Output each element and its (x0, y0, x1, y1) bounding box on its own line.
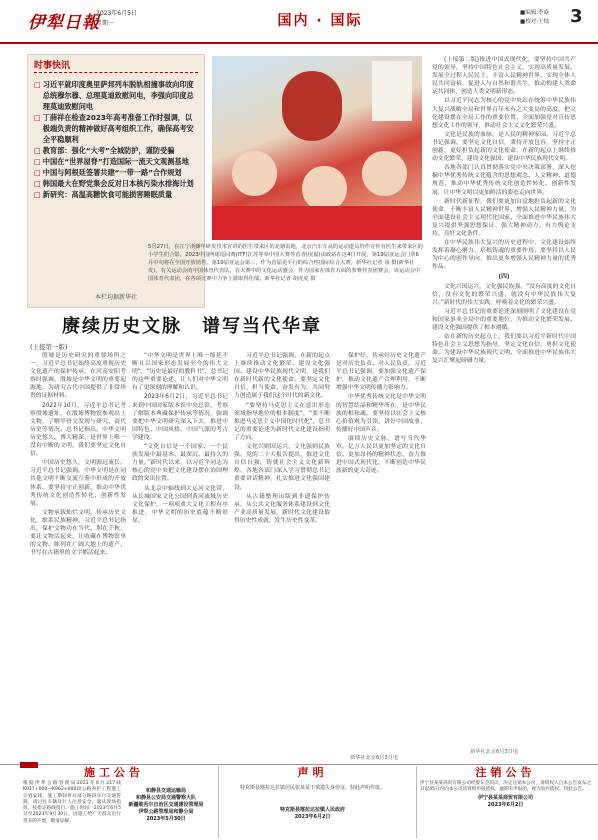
bullet-icon: □ (34, 157, 41, 166)
news-brief-item[interactable] (34, 79, 198, 112)
article-paragraph: 在中华民族伟大复兴的历史进程中，文化建设始终发挥着凝心聚力、培根铸魂的重要作用。要坚持以人民为中心的创作导向，推出更多增强人民精神力量的优秀作品。 (432, 240, 576, 271)
article-paragraph: 以习近平同志为核心的党中央站在统筹中华民族伟大复兴战略全局和世界百年未有之大变局的高度，把文化建设摆在全局工作的重要位置，全面加强党对宣传思想文化工作的领导，推动社会主义文化繁荣兴盛。 (432, 98, 576, 129)
right-article-column (432, 56, 576, 756)
article-column-2 (132, 352, 228, 752)
news-brief-text: 中国在“世界屋脊”打造国际一流天文观测基地 (42, 157, 189, 166)
bullet-icon: □ (34, 113, 41, 122)
photo-child-figure (232, 151, 277, 196)
construction-notice-title: 施工公告 (84, 766, 144, 779)
news-brief-item[interactable] (34, 167, 198, 178)
photo-child-figure (362, 151, 407, 196)
deregistration-notice-signatory: 伊宁县某某商贸有限公司 (477, 794, 533, 801)
bullet-icon: □ (34, 80, 41, 89)
article-paragraph: “要坚持马克思主义在意识形态领域指导地位的根本制度”，“要不断推进马克思主义中国化时代化”，总书记的重要论述为新时代文化建设指明了方向。 (234, 402, 330, 441)
notice-date: 2023年5月30日 (146, 816, 186, 822)
news-brief-text: 中国与阿根廷签署共建“一带一路”合作规划 (42, 168, 182, 177)
signatory-line: 伊犁公路管理局和静分局 (138, 809, 194, 815)
issue-date (96, 9, 137, 29)
article-paragraph: 2022年10月，习近平总书记考察殷墟遗址，在殷墟博物馆参观出土文物，了解甲骨文发现与研究、商代历史等情况。总书记指出，中华文明历史悠久、博大精深，是世界上唯一没有中断的文明，我们要坚定文化自信。 (30, 402, 126, 458)
news-brief-heading: 时事快讯 (34, 59, 198, 73)
article-paragraph: 中国历史悠久，文明源远流长。习近平总书记强调，中华文明是在同其他文明不断交流互鉴中形成的开放体系，要坚持守正创新，推动中华优秀传统文化创造性转化、创新性发展。 (30, 460, 126, 507)
statement-notice-signatory: 特克斯县喀拉达拉镇人民政府 (279, 807, 345, 813)
news-brief-item[interactable] (34, 156, 198, 167)
news-brief-list (28, 77, 204, 202)
bullet-icon: □ (34, 190, 41, 199)
news-brief-text: 习近平就印度奥里萨邦列车脱轨相撞事故向印度总统穆尔穆、总理莫迪致慰问电，李强向印度总理莫迪致慰问电 (42, 80, 194, 111)
article-paragraph: 各地各部门认真贯彻落实党中央决策部署，深入挖掘中华优秀传统文化蕴含的思想观念、人文精神、道德规范，推动中华优秀传统文化创造性转化、创新性发展，让中华文明以更加鲜活的姿态走向世界。 (432, 165, 576, 196)
article-paragraph: 殷墟是历史研究的重要场所之一，习近平总书记始终高度重视历史文化遗产的保护传承，在河南安阳考察时强调，殷墟是中华文明的重要起源地，为研究古代中国提供了非常珍贵的证据材料。 (30, 353, 126, 400)
photo-background-shape (372, 61, 412, 121)
article-paragraph: 习近平总书记的重要论述深刻阐明了文化建设在党和国家事业全局中的重要地位，为推动文化繁荣发展、建设文化强国提供了根本遵循。 (432, 308, 576, 331)
signatory-line: 和静县公安局交通警察大队 (135, 795, 196, 801)
section-number-heading: (四) (498, 274, 510, 281)
news-brief-item[interactable] (34, 145, 198, 156)
article-paragraph: 习近平总书记强调，在新的起点上继续推动文化繁荣、建设文化强国、建设中华民族现代文明，是我们在新时代新的文化使命。要坚定文化自信，担当使命、奋发有为，共同努力创造属于我们这个时代的新文化。 (234, 353, 330, 400)
article-paragraph: 文化是民族的血脉，是人民的精神家园。习近平总书记强调，要坚定文化自信，秉持开放包容，坚持守正创新，更好担负起新的文化使命，在新的起点上继续推动文化繁荣、建设文化强国、建设中华民族现代文明。 (432, 131, 576, 163)
news-photo[interactable] (212, 56, 422, 240)
deregistration-notice-body: 伊宁县某某商贸有限公司经股东会决议，决定注销本公司，请债权人自本公告发布之日起45日内向本公司清算组申报债权，逾期未申报的，视为放弃债权。特此公告。 (420, 781, 591, 793)
article-paragraph: 保护好、传承好历史文化遗产是对历史负责、对人民负责。习近平总书记强调，要加强文化遗产保护，推动文化遗产合理利用，不断增强中华文明传播力影响力。 (336, 353, 426, 392)
signatory-line: 新疆维吾尔自治区交通建设管理局 (128, 802, 204, 808)
proofreader-line: ■校对:王灿 (520, 19, 550, 25)
deregistration-notice-title: 注销公告 (475, 766, 536, 779)
article-continuation-note: (上接第一版) (30, 343, 68, 351)
issue-date-line2: 星期一 (96, 20, 115, 27)
construction-notice-body: 根据伊犁公路管理局2023年6月217线K917+000—K962+000段公路养护工程施工计划安排，施工期间将对部分路段实行交通管制，请过往车辆及行人注意安全，服从现场指挥，按指定路线绕行。施工时间：2023年6月5日至2023年9月30日。因施工给广大群众出行带来的不便，敬请谅解。 (23, 781, 121, 824)
bullet-icon: □ (34, 168, 41, 177)
news-brief-item[interactable] (34, 178, 198, 189)
news-brief-source: 本栏均据新华社 (94, 294, 137, 301)
article-paragraph: “中华文明是世界上唯一绵延不断且以国家形态发展至今的伟大文明”，“历史是最好的教科书”，总书记的这些重要论述，让人们对中华文明有了更深刻的理解和认识。 (132, 353, 228, 392)
bullet-icon: □ (34, 179, 41, 188)
news-brief-text: 新研究：高温高糖饮食可能损害睡眠质量 (42, 190, 173, 199)
bullet-icon: □ (34, 146, 41, 155)
article-column-1 (30, 352, 126, 752)
notice-date: 2023年6月2日 (294, 814, 331, 820)
article-paragraph: 2023年6月2日，习近平总书记来到中国国家版本馆中央总馆，考察了解版本典藏保护传承等情况，强调要把中华文明研究深入下去，推进中国特色、中国风格、中国气派的考古学建设。 (132, 394, 228, 441)
article-paragraph: “文化自信是一个国家、一个民族发展中最基本、最深沉、最持久的力量。”新时代以来，以习近平同志为核心的党中央把文化建设摆在治国理政的突出位置。 (132, 444, 228, 483)
article-paragraph: 文化兴国运兴，文化强民族强。“没有高度的文化自信，没有文化的繁荣兴盛，就没有中华民族伟大复兴。”新时代的伟大实践，呼唤着文化的繁荣兴盛。 (432, 283, 576, 306)
news-brief-text: 教育部：强化“大考”全城防护，谨防受骗 (42, 146, 175, 155)
photo-athlete-figure (282, 71, 342, 141)
editor-credits (520, 9, 549, 27)
photo-foreground-banner (212, 206, 422, 240)
notice-date: 2023年6月2日 (487, 801, 524, 808)
article-column-4 (336, 352, 426, 752)
newspaper-logo: 伊犁日報 (28, 13, 100, 33)
article-headline[interactable]: 赓续历史文脉 谱写当代华章 (62, 316, 322, 337)
issue-date-line1: 2023年6月5日 (96, 10, 137, 17)
statement-notice-body: 特克斯县喀拉达拉镇居民张某某不慎遗失身份证，特此声明作废。 (239, 785, 385, 791)
article-column-3 (234, 352, 330, 752)
news-brief-text: 韩国最大在野党集会反对日本核污染水排海计划 (42, 179, 194, 188)
article-source: 新华社北京6月3日电 (350, 755, 399, 761)
article-paragraph: 站在新的历史起点上，我们要以习近平新时代中国特色社会主义思想为指导，坚定文化自信，勇担文化使命，为建设中华民族现代文明、全面推进中华民族伟大复兴汇聚起磅礴力量。 (432, 334, 576, 365)
page-number: 3 (570, 6, 583, 27)
construction-notice-signatories (124, 780, 208, 823)
photo-caption: 5月27日，在江宁浙嫌年研发技术宣讲的医生带来区的北塘雷地，北京汽车车从的运动道员培作宣传有医生来带来区的小学生们合影。2023中国网球巡回赛(ITF)江苏等举中国大赛等首青团(福)由政站在这4日开展，第19届亚运会门票6月中旬将在全国开放销售，第19届亚运会第三，作为首届更平行的综合性国际综合大赛，新华社记者 汤 摄(新华社发)，有关运动会的中国体育代表队，在大赛中的文化运动盛会，作为国家在体育方面的参赛代表团赛会，该运动会中国体育代表团，在各项比赛中力争上游取得佳绩。新华社记者 胡虎虎 摄 (148, 244, 423, 282)
masthead (0, 0, 598, 44)
article-paragraph: 文物承载灿烂文明，传承历史文化，维系民族精神。习近平总书记指出，保护文物功在当代、利在千秋，要让文物活起来，让收藏在博物馆里的文物、陈列在广阔大地上的遗产、书写在古籍里的文字都活起来。 (30, 509, 126, 557)
right-article-source: 新华社北京6月3日电 (470, 749, 519, 755)
signatory-line: 和静县交通运输局 (145, 788, 186, 794)
article-paragraph: (上接第二版)推进中国式现代化，要坚持中国共产党的领导，坚持中国特色社会主义，实现高质量发展，发展全过程人民民主，丰富人民精神世界，实现全体人民共同富裕，促进人与自然和谐共生，推动构建人类命运共同体，创造人类文明新形态。 (432, 57, 576, 96)
news-brief-item[interactable] (34, 112, 198, 145)
deregistration-notice[interactable] (416, 766, 594, 838)
article-paragraph: 中华优秀传统文化是中华文明的智慧结晶和精华所在，是中华民族的根和魂。要坚持以社会主义核心价值观为引领，讲好中国故事，传播好中国声音。 (336, 394, 426, 433)
news-brief-text: 丁薛祥在检查2023年高考准备工作时强调，以极端负责的精神做好高考组织工作，确保高考安全平稳顺利 (42, 113, 194, 144)
photo-child-figure (302, 166, 347, 211)
construction-notice[interactable] (20, 766, 208, 838)
article-paragraph: 赓续历史文脉，谱写当代华章。亿万人民以更加坚定的文化自信、更加昂扬的精神状态，奋力推进中国式现代化，不断创造中华民族新的更大奇迹。 (336, 435, 426, 475)
article-paragraph: 新时代新征程，我们要更加自觉地担负起新的文化使命，不断丰富人民精神世界、增强人民精神力量，为全面建设社会主义现代化国家、全面推进中华民族伟大复兴提供坚强思想保证、强大精神动力、有力舆论支持、良好文化条件。 (432, 198, 576, 237)
article-paragraph: 文化兴则国运兴，文化强则民族强。党的二十大报告提出，推进文化自信自强，铸就社会主义文化新辉煌。各地各部门深入学习贯彻总书记重要讲话精神，扎实推进文化强国建设。 (234, 444, 330, 491)
statement-notice-title: 声明 (297, 766, 328, 779)
news-brief-item[interactable] (34, 189, 198, 200)
editor-line: ■编辑:李焱 (520, 10, 550, 16)
article-paragraph: 从北京中轴线到大运河文化带，从长城国家文化公园到黄河流域历史文化保护，一项项重大文化工程有序推进，中华文明的历史底蕴不断彰显。 (132, 485, 228, 524)
statement-notice[interactable] (218, 766, 406, 838)
article-paragraph: 从古籍整理出版到非遗保护传承，从公共文化服务体系建设到文化产业高质量发展，新时代文化建设取得历史性成就、发生历史性变革。 (234, 493, 330, 524)
section-title: 国内 · 国际 (277, 13, 363, 29)
